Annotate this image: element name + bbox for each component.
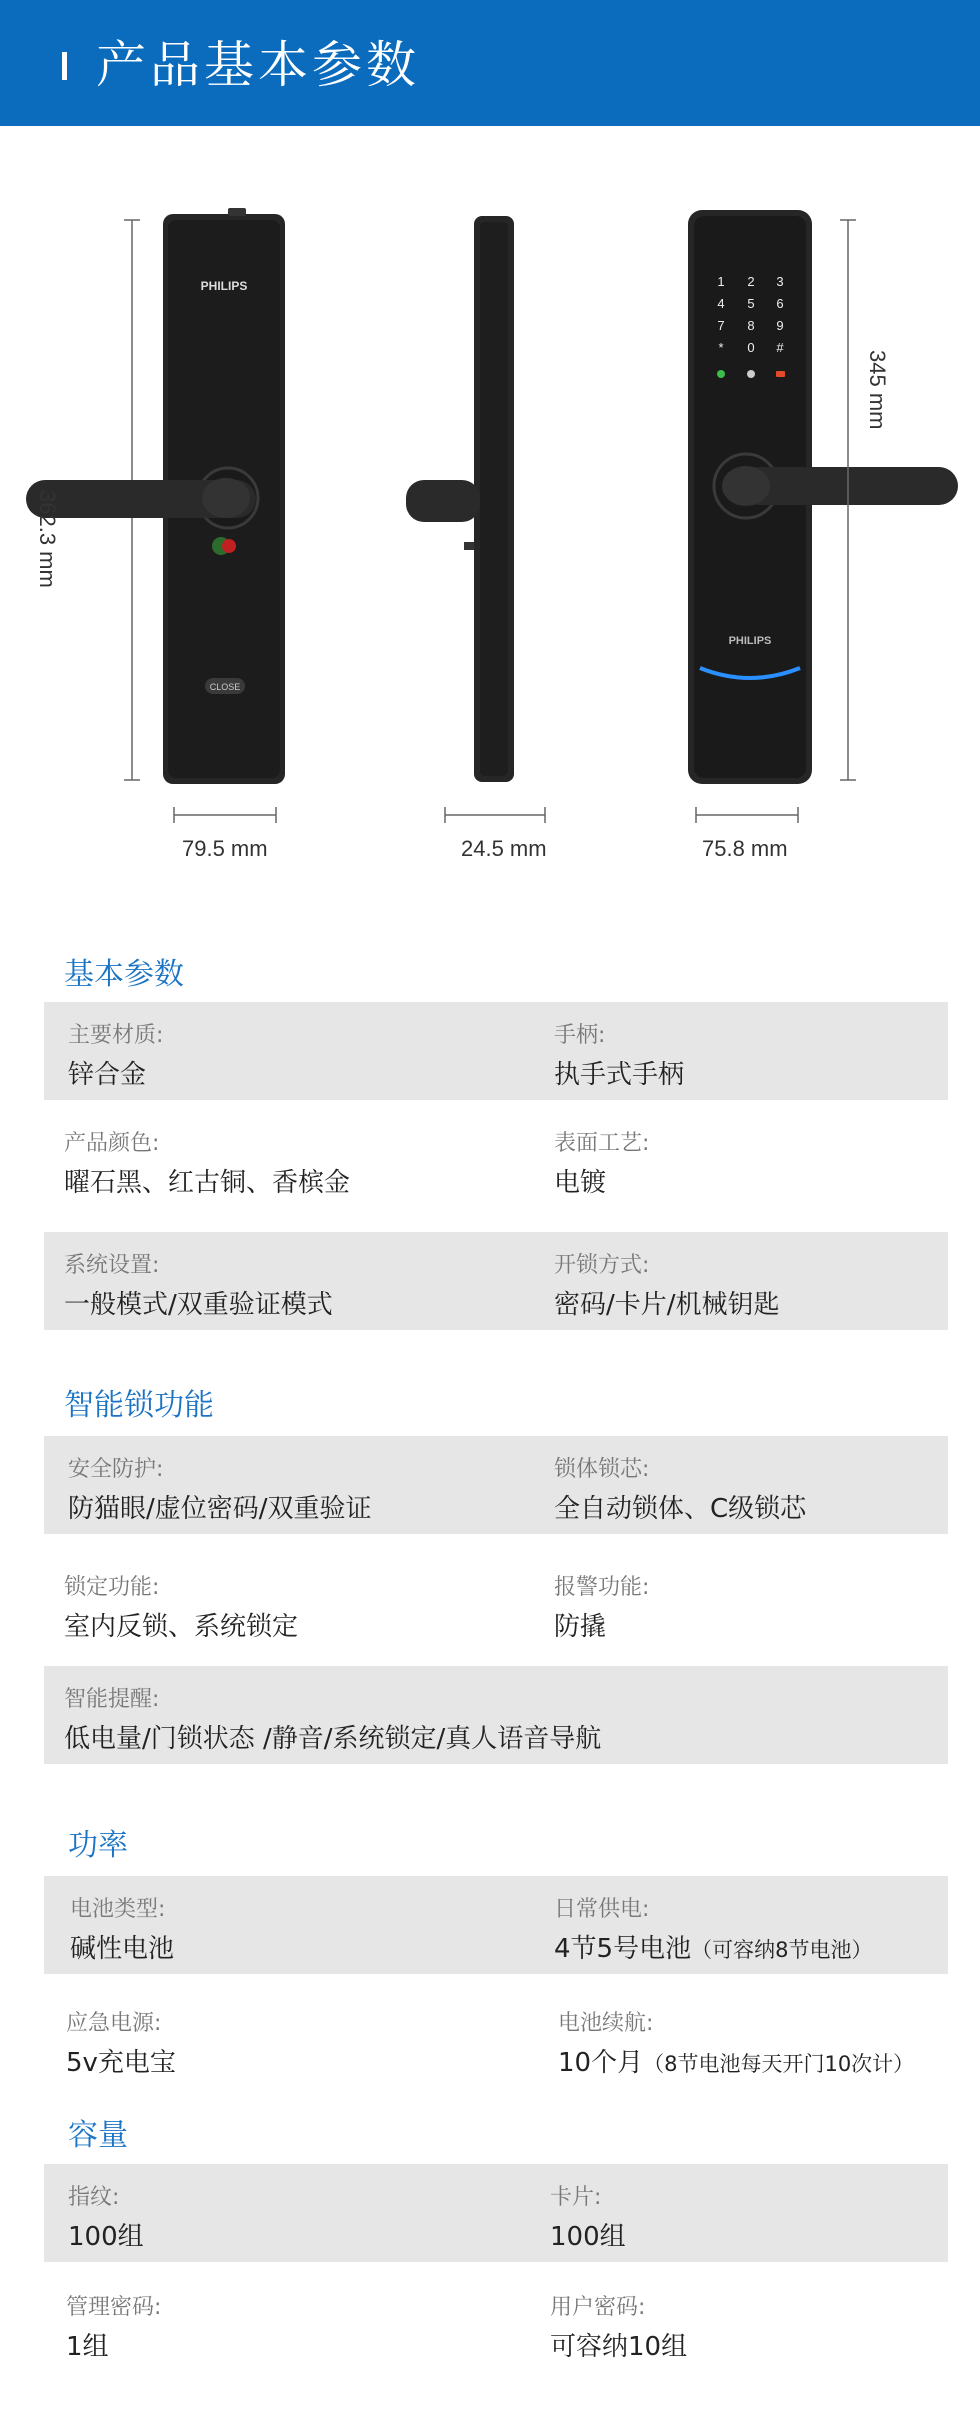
spec-label: 日常供电:: [554, 1897, 650, 1922]
spec-value: 执手式手柄: [554, 1060, 685, 1090]
svg-text:1: 1: [717, 274, 725, 289]
page-title: 产品基本参数: [96, 36, 420, 94]
spec-label: 智能提醒:: [64, 1687, 160, 1712]
spec-value: 防撬: [554, 1612, 607, 1642]
header-accent-bar: [62, 52, 67, 80]
spec-value: 碱性电池: [70, 1934, 175, 1964]
spec-row: [44, 1436, 948, 1534]
spec-label: 指纹:: [68, 2185, 120, 2210]
spec-value: 密码/卡片/机械钥匙: [554, 1290, 780, 1320]
section-title-capacity: 容量: [68, 2118, 128, 2153]
spec-row: [44, 1876, 948, 1974]
back-view-lock: [688, 210, 958, 823]
spec-value: 防猫眼/虚位密码/双重验证: [68, 1494, 372, 1524]
spec-row: [44, 2274, 948, 2372]
spec-row: [44, 1002, 948, 1100]
spec-value: 1组: [66, 2332, 109, 2362]
spec-value: 10个月: [558, 2048, 644, 2078]
front-height-label: 362.3 mm: [35, 490, 60, 588]
spec-label: 电池类型:: [70, 1897, 166, 1922]
svg-text:2: 2: [747, 274, 755, 289]
spec-label: 表面工艺:: [554, 1131, 650, 1156]
spec-row: [44, 1666, 948, 1764]
spec-label: 主要材质:: [68, 1023, 164, 1048]
spec-row: [44, 1232, 948, 1330]
section-title-smart: 智能锁功能: [64, 1388, 214, 1423]
close-label: CLOSE: [209, 682, 241, 692]
spec-label: 系统设置:: [64, 1253, 160, 1278]
spec-label: 开锁方式:: [554, 1253, 650, 1278]
back-height-label: 345 mm: [865, 350, 890, 430]
spec-value: 一般模式/双重验证模式: [64, 1290, 333, 1320]
spec-value: 低电量/门锁状态 /静音/系统锁定/真人语音导航: [64, 1724, 602, 1754]
product-dimension-diagram: [0, 190, 980, 890]
spec-value: 5v充电宝: [66, 2048, 176, 2078]
spec-value: 电镀: [554, 1168, 607, 1198]
spec-value: 4节5号电池: [554, 1934, 692, 1964]
section-title-power: 功率: [68, 1828, 128, 1863]
spec-label: 管理密码:: [66, 2295, 162, 2320]
spec-value: 可容纳10组: [550, 2332, 688, 2362]
spec-label: 卡片:: [550, 2185, 602, 2210]
svg-text:8: 8: [747, 318, 755, 333]
back-width-label: 75.8 mm: [702, 836, 788, 861]
spec-value: 100组: [68, 2222, 144, 2252]
front-width-label: 79.5 mm: [182, 836, 268, 861]
spec-row: [44, 2164, 948, 2262]
spec-value: 全自动锁体、C级锁芯: [554, 1494, 807, 1524]
page-header: [0, 0, 980, 126]
svg-text:9: 9: [776, 318, 784, 333]
spec-label: 锁体锁芯:: [554, 1457, 650, 1482]
spec-label: 用户密码:: [550, 2295, 646, 2320]
spec-label: 电池续航:: [558, 2011, 654, 2036]
spec-row: [44, 1554, 948, 1652]
front-brand-text: PHILIPS: [200, 279, 248, 293]
lock-illustrations: [0, 190, 980, 890]
spec-note: （8节电池每天开门10次计）: [643, 2052, 915, 2076]
svg-text:7: 7: [717, 318, 725, 333]
svg-text:3: 3: [776, 274, 784, 289]
spec-label: 产品颜色:: [64, 1131, 160, 1156]
side-view-lock: [406, 216, 545, 823]
section-title-basic: 基本参数: [64, 957, 184, 992]
spec-value: 100组: [550, 2222, 626, 2252]
spec-value: 锌合金: [68, 1060, 147, 1090]
svg-text:0: 0: [747, 340, 755, 355]
spec-value: 曜石黑、红古铜、香槟金: [64, 1168, 351, 1198]
spec-label: 锁定功能:: [64, 1575, 160, 1600]
spec-label: 手柄:: [554, 1023, 606, 1048]
back-brand-text: PHILIPS: [728, 635, 772, 647]
svg-text:*: *: [718, 340, 724, 355]
svg-text:4: 4: [717, 296, 725, 311]
spec-note: （可容纳8节电池）: [691, 1938, 873, 1962]
front-view-lock: [26, 208, 285, 823]
svg-text:6: 6: [776, 296, 784, 311]
spec-label: 报警功能:: [554, 1575, 650, 1600]
spec-row: [44, 1990, 948, 2088]
spec-label: 应急电源:: [66, 2011, 162, 2036]
side-width-label: 24.5 mm: [461, 836, 547, 861]
spec-label: 安全防护:: [68, 1457, 164, 1482]
svg-text:#: #: [776, 340, 784, 355]
spec-value: 室内反锁、系统锁定: [64, 1612, 299, 1642]
spec-row: [44, 1110, 948, 1208]
svg-text:5: 5: [747, 296, 755, 311]
